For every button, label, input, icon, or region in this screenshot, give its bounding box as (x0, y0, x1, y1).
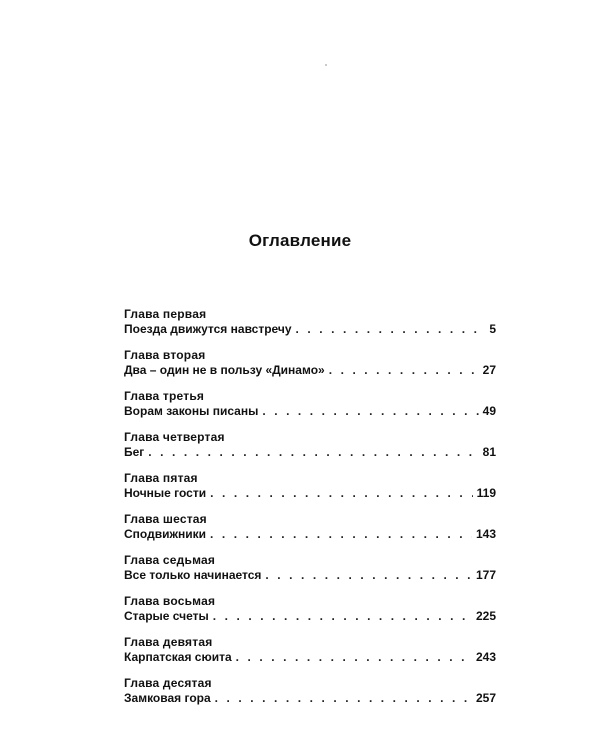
toc-entry (124, 512, 496, 553)
toc-entry (124, 676, 496, 717)
chapter-title: Два – один не в пользу «Динамо» (124, 363, 325, 377)
chapter-title: Замковая гора (124, 691, 211, 705)
page-number: 143 (475, 527, 496, 541)
chapter-number: Глава девятая (124, 635, 213, 649)
toc-row (124, 690, 496, 707)
dot-leader (148, 444, 478, 461)
chapter-number: Глава третья (124, 389, 205, 403)
page-number: 119 (476, 486, 496, 500)
toc-entry (124, 430, 496, 471)
toc-entry (124, 635, 496, 676)
chapter-number: Глава первая (124, 307, 207, 321)
dot-leader (210, 526, 472, 543)
toc-row (124, 608, 496, 625)
toc-entry (124, 389, 496, 430)
page-number: 225 (475, 609, 496, 623)
dot-leader (210, 485, 473, 502)
toc-row (124, 485, 496, 502)
chapter-number: Глава десятая (124, 676, 212, 690)
toc-row (124, 403, 496, 420)
page-title: Оглавление (248, 231, 352, 250)
dot-leader (329, 362, 479, 379)
dot-leader (296, 321, 486, 338)
toc-row (124, 526, 496, 543)
chapter-number: Глава четвертая (124, 430, 225, 444)
toc-row (124, 362, 496, 379)
toc-row (124, 567, 496, 584)
chapter-title: Поезда движутся навстречу (124, 322, 292, 336)
page-number: 5 (489, 322, 496, 336)
page-number: 177 (475, 568, 496, 582)
toc-row (124, 649, 496, 666)
dot-leader (215, 690, 472, 707)
chapter-number: Глава вторая (124, 348, 206, 362)
chapter-title: Бег (124, 445, 145, 459)
toc-entry (124, 471, 496, 512)
chapter-number: Глава седьмая (124, 553, 216, 567)
chapter-number: Глава шестая (124, 512, 207, 526)
chapter-title: Ворам законы писаны (124, 404, 259, 418)
dot-leader (213, 608, 472, 625)
chapter-number: Глава восьмая (124, 594, 216, 608)
page-number: 257 (475, 691, 496, 705)
paper-speck (325, 64, 327, 66)
toc-entry (124, 594, 496, 635)
toc-entry (124, 307, 496, 348)
toc-entry (124, 348, 496, 389)
toc-row (124, 321, 496, 338)
dot-leader (265, 567, 472, 584)
chapter-title: Ночные гости (124, 486, 207, 500)
page-number: 243 (475, 650, 496, 664)
dot-leader (262, 403, 478, 420)
page-number: 49 (482, 404, 496, 418)
page-number: 27 (482, 363, 496, 377)
table-of-contents (124, 307, 496, 717)
chapter-title: Карпатская сюита (124, 650, 232, 664)
dot-leader (236, 649, 472, 666)
toc-row (124, 444, 496, 461)
chapter-title: Сподвижники (124, 527, 206, 541)
chapter-number: Глава пятая (124, 471, 198, 485)
toc-entry (124, 553, 496, 594)
chapter-title: Старые счеты (124, 609, 209, 623)
page-number: 81 (482, 445, 496, 459)
chapter-title: Все только начинается (124, 568, 262, 582)
